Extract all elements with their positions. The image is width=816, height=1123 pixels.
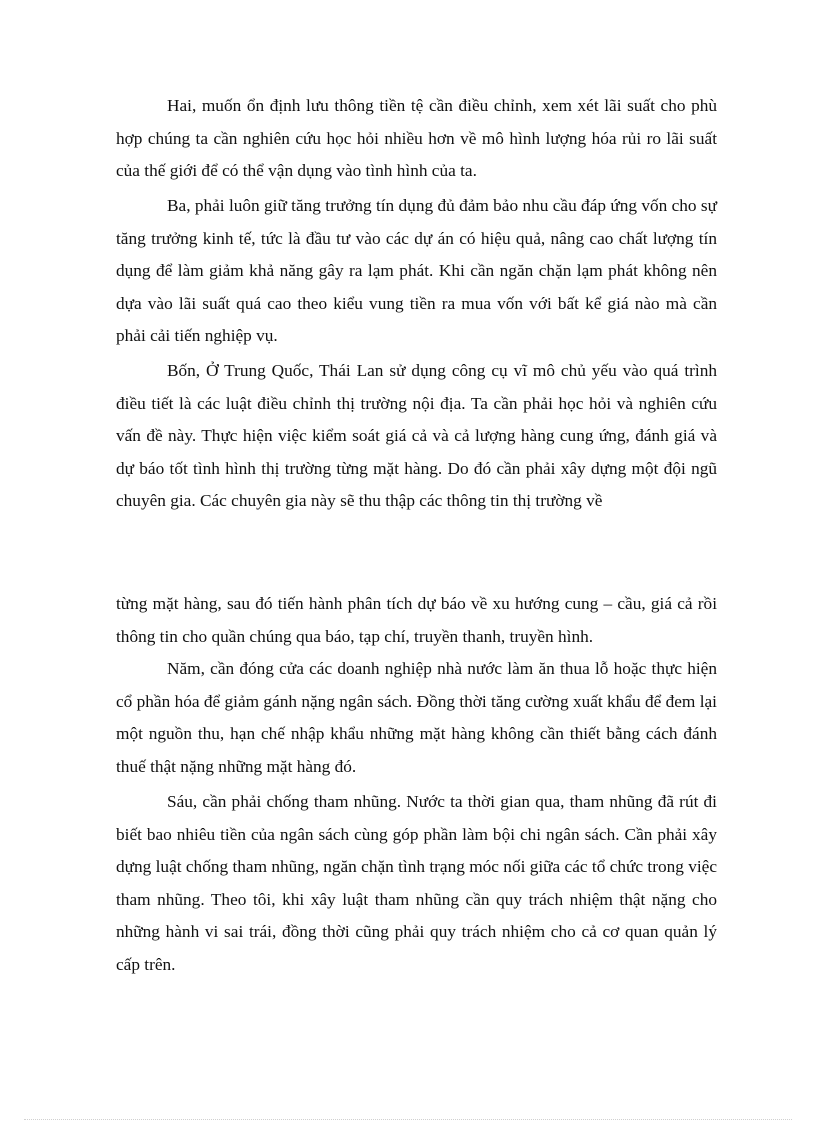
paragraph-bon-continued: từng mặt hàng, sau đó tiến hành phân tích dự báo về xu hướng cung – cầu, giá cả rồi thông tin cho quần chúng qua báo, tạp chí, truyền thanh, truyền hình.: [116, 594, 717, 646]
page-bottom-divider: [24, 1119, 792, 1120]
paragraph-sau: Sáu, cần phải chống tham nhũng. Nước ta thời gian qua, tham nhũng đã rút đi biết bao nhiêu tiền của ngân sách cùng góp phần làm bội chi ngân sách. Cần phải xây dựng luật chống tham nhũng, ngăn chặn tình trạng móc nối giữa các tổ chức trong việc tham nhũng. Theo tôi, khi xây luật tham nhũng cần quy trách nhiệm thật nặng cho những hành vi sai trái, đồng thời cũng phải quy trách nhiệm cho cả cơ quan quản lý cấp trên.: [116, 792, 717, 974]
paragraph-bon: Bốn, Ở Trung Quốc, Thái Lan sử dụng công cụ vĩ mô chủ yếu vào quá trình điều tiết là các luật điều chỉnh thị trường nội địa. Ta cần phải học hỏi và nghiên cứu vấn đề này. Thực hiện việc kiểm soát giá cả và cả lượng hàng cung ứng, đánh giá và dự báo tốt tình hình thị trường từng mặt hàng. Do đó cần phải xây dựng một đội ngũ chuyên gia. Các chuyên gia này sẽ thu thập các thông tin thị trường về: [116, 361, 717, 511]
paragraph-hai: Hai, muốn ổn định lưu thông tiền tệ cần điều chỉnh, xem xét lãi suất cho phù hợp chúng ta cần nghiên cứu học hỏi nhiều hơn về mô hình lượng hóa rủi ro lãi suất của thế giới để có thể vận dụng vào tình hình của ta.: [116, 96, 717, 181]
paragraph-ba: Ba, phải luôn giữ tăng trưởng tín dụng đủ đảm bảo nhu cầu đáp ứng vốn cho sự tăng trưởng kinh tế, tức là đầu tư vào các dự án có hiệu quả, nâng cao chất lượng tín dụng để làm giảm khả năng gây ra lạm phát. Khi cần ngăn chặn lạm phát không nên dựa vào lãi suất quá cao theo kiểu vung tiền ra mua vốn với bất kể giá nào mà cần phải cải tiến nghiệp vụ.: [116, 196, 717, 346]
paragraph-nam: Năm, cần đóng cửa các doanh nghiệp nhà nước làm ăn thua lỗ hoặc thực hiện cổ phần hóa để giảm gánh nặng ngân sách. Đồng thời tăng cường xuất khẩu để đem lại một nguồn thu, hạn chế nhập khẩu những mặt hàng không cần thiết bằng cách đánh thuế thật nặng những mặt hàng đó.: [116, 659, 717, 776]
